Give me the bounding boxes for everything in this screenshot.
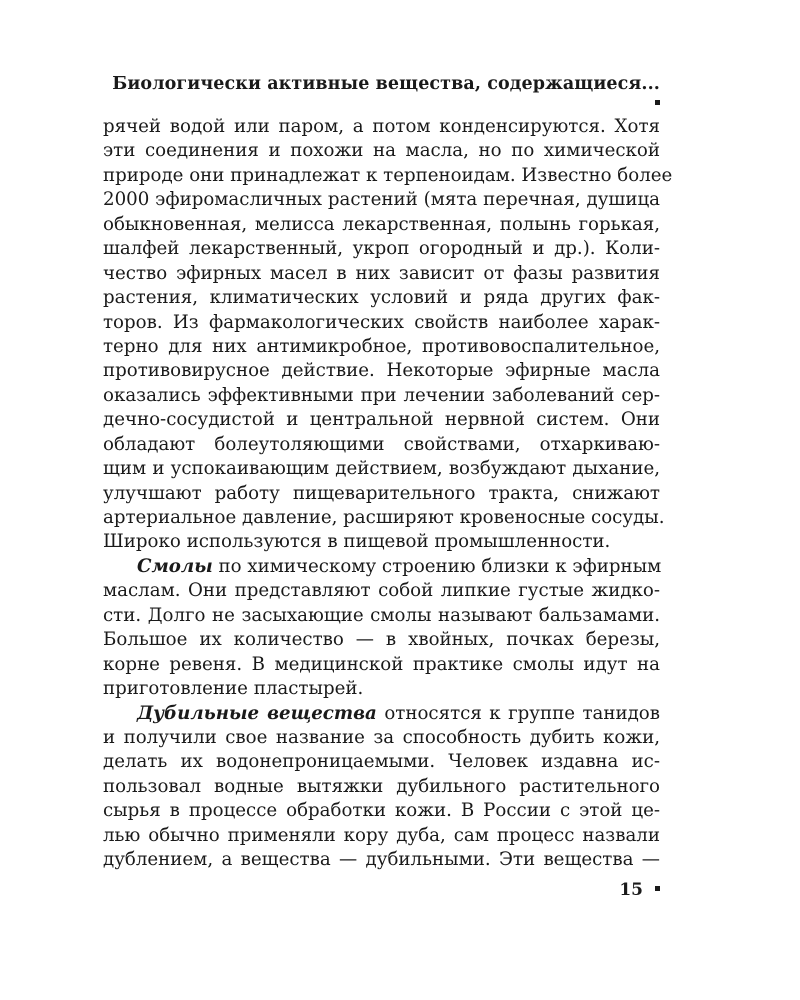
text-line: маслам. Они представляют собой липкие густые жидко- — [103, 580, 660, 602]
text-line: Большое их количество — в хвойных, почках березы, — [103, 629, 660, 651]
paragraph-first-line — [103, 555, 660, 579]
text-line: рячей водой или паром, а потом конденсируются. Хотя — [103, 116, 660, 137]
text-line: сырья в процессе обработки кожи. В России с этой це- — [103, 800, 660, 822]
tannins-line-rest: относятся к группе танидов — [384, 702, 660, 724]
text-line: растения, климатических условий и ряда других фак- — [103, 287, 660, 309]
text-line: 2000 эфиромасличных растений (мята перечная, душица — [103, 189, 660, 211]
text-line: чество эфирных масел в них зависит от фазы развития — [103, 262, 660, 284]
text-line: корне ревеня. В медицинской практике смолы идут на — [103, 653, 660, 675]
header-square-marker — [655, 100, 660, 105]
page-footer — [103, 880, 660, 900]
text-line: Широко используются в пищевой промышленности. — [103, 531, 611, 553]
text-line: сти. Долго не засыхающие смолы называют бальзамами. — [103, 604, 660, 626]
page-number: 15 — [619, 880, 643, 900]
text-line: и получили свое название за способность дубить кожи, — [103, 726, 660, 748]
text-line: улучшают работу пищеварительного тракта, снижают — [103, 482, 660, 504]
body-text — [103, 115, 673, 873]
text-line: обладают болеутоляющими свойствами, отхаркиваю- — [103, 433, 660, 455]
resins-term: Смолы — [137, 555, 213, 577]
text-line: артериальное давление, расширяют кровеносные сосуды. — [103, 507, 665, 528]
text-line: обыкновенная, мелисса лекарственная, полынь горькая, — [103, 213, 660, 235]
text-line: приготовление пластырей. — [103, 678, 364, 700]
text-line: дублением, а вещества — дубильными. Эти вещества — — [103, 849, 660, 871]
text-line: пользовал водные вытяжки дубильного растительного — [103, 775, 660, 797]
text-line: торов. Из фармакологических свойств наиболее харак- — [103, 311, 660, 333]
text-line: шалфей лекарственный, укроп огородный и др.). Коли- — [103, 238, 660, 260]
text-line: терно для них антимикробное, противовоспалительное, — [103, 335, 660, 357]
resins-line-rest: по химическому строению близки к эфирным — [218, 555, 662, 577]
running-header — [103, 74, 660, 114]
text-line: дечно-сосудистой и центральной нервной систем. Они — [103, 409, 660, 431]
footer-square-marker — [655, 886, 660, 891]
text-line: оказались эффективными при лечении заболеваний сер- — [103, 384, 660, 406]
text-line: эти соединения и похожи на масла, но по химической — [103, 140, 660, 162]
text-line: лью обычно применяли кору дуба, сам процесс назвали — [103, 824, 660, 846]
paragraph-first-line — [103, 702, 660, 726]
text-line: природе они принадлежат к терпеноидам. Известно более — [103, 164, 673, 186]
text-line: делать их водонепроницаемыми. Человек издавна ис- — [103, 751, 660, 773]
text-line: противовирусное действие. Некоторые эфирные масла — [103, 360, 660, 382]
tannins-term: Дубильные вещества — [137, 702, 377, 724]
running-title: Биологически активные вещества, содержащиеся... — [112, 74, 660, 94]
text-line: щим и успокаивающим действием, возбуждают дыхание, — [103, 458, 660, 480]
